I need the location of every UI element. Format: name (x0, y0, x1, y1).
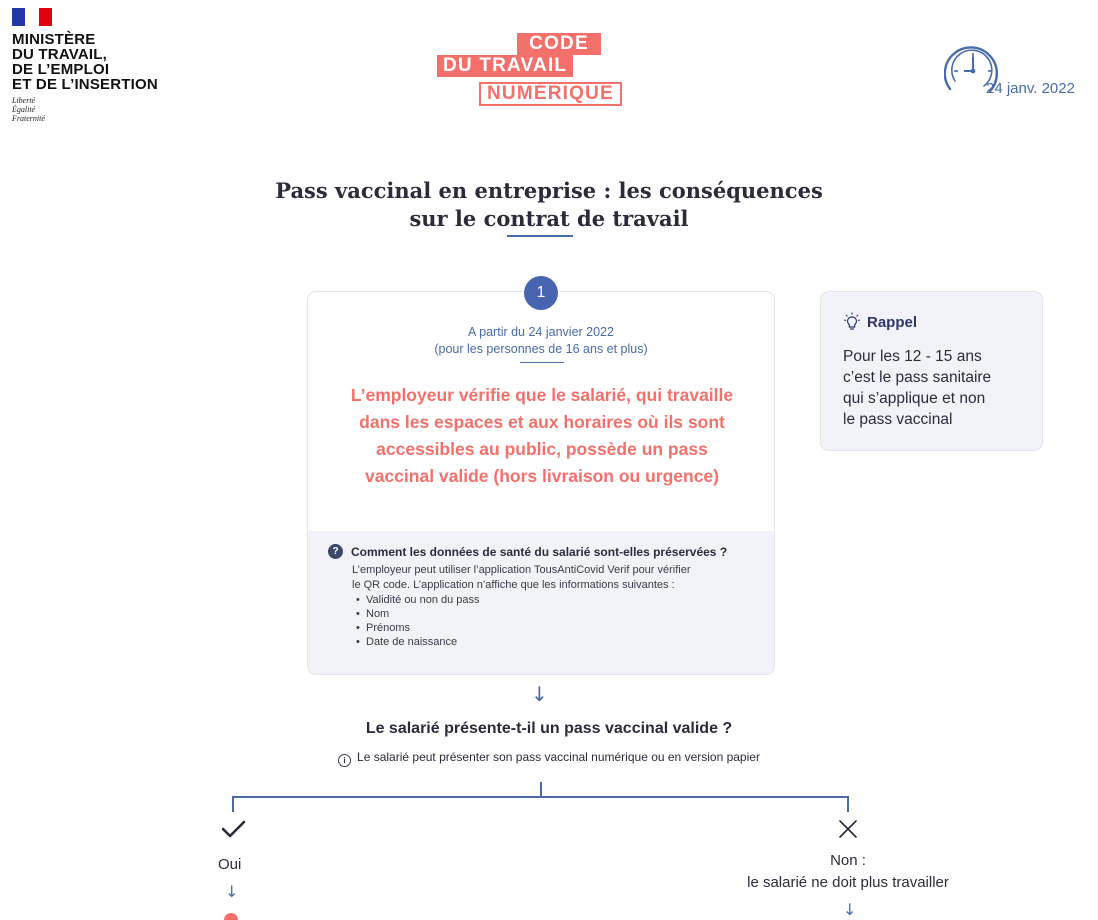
step-date-line: (pour les personnes de 16 ans et plus) (434, 342, 648, 356)
list-item: • Prénoms (352, 621, 754, 635)
reminder-line: le pass vaccinal (843, 411, 953, 428)
no-label-line: Non : (830, 852, 866, 869)
motto-line: Égalité (12, 105, 36, 114)
step-main-text: L’employeur vérifie que le salarié, qui travaille dans les espaces et aux horaires où ils sont accessibles au public, possède un pass vaccinal valide (hors livraison ou urgence) (350, 385, 734, 486)
no-label (690, 850, 1006, 894)
motto-line: Fraternité (12, 114, 45, 123)
list-item: • Validité ou non du pass (352, 593, 754, 607)
no-label-line: le salarié ne doit plus travailler (747, 874, 949, 891)
arrow-down-icon: ↓ (225, 882, 239, 901)
publication-date: 24 janv. 2022 (986, 80, 1075, 97)
question-icon: ? (328, 544, 343, 559)
flow-question: Le salarié présente-t-il un pass vaccinal valide ? (365, 720, 733, 737)
flow-hint-text: Le salarié peut présenter son pass vaccinal numérique ou en version papier (357, 750, 760, 764)
ministry-line: DU TRAVAIL, (12, 46, 107, 63)
step-date-line: A partir du 24 janvier 2022 (468, 325, 614, 339)
title-line: Pass vaccinal en entreprise : les conséquences (275, 178, 823, 203)
list-item: • Date de naissance (352, 635, 754, 649)
logo-line: CODE (517, 33, 601, 55)
reminder-title: Rappel (867, 313, 918, 331)
info-text-line: le QR code. L’application n’affiche que les informations suivantes : (352, 579, 675, 591)
info-text-line: L’employeur peut utiliser l’application TousAntiCovid Verif pour vérifier (352, 564, 691, 576)
motto-line: Liberté (12, 96, 36, 105)
arrow-down-icon: ↓ (531, 682, 548, 706)
ministry-line: MINISTÈRE (12, 31, 96, 48)
reminder-line: c’est le pass sanitaire (843, 369, 992, 386)
reminder-line: qui s’applique et non (843, 390, 986, 407)
arrow-down-icon: ↓ (843, 900, 857, 919)
yes-branch-marker (224, 913, 238, 920)
info-icon: i (338, 754, 351, 767)
step-number-badge: 1 (524, 276, 558, 310)
title-line: sur le contrat de travail (409, 206, 689, 231)
logo-line: NUMÉRIQUE (479, 82, 622, 106)
ministry-line: ET DE L’INSERTION (12, 76, 158, 93)
check-icon (223, 822, 244, 836)
info-question-text: Comment les données de santé du salarié sont-elles préservées ? (351, 544, 728, 559)
cross-icon (840, 821, 856, 837)
yes-label: Oui (218, 856, 242, 873)
ministry-line: DE L’EMPLOI (12, 61, 110, 78)
list-item: • Nom (352, 607, 754, 621)
reminder-line: Pour les 12 - 15 ans (843, 348, 982, 365)
logo-line: DU TRAVAIL (437, 55, 573, 77)
